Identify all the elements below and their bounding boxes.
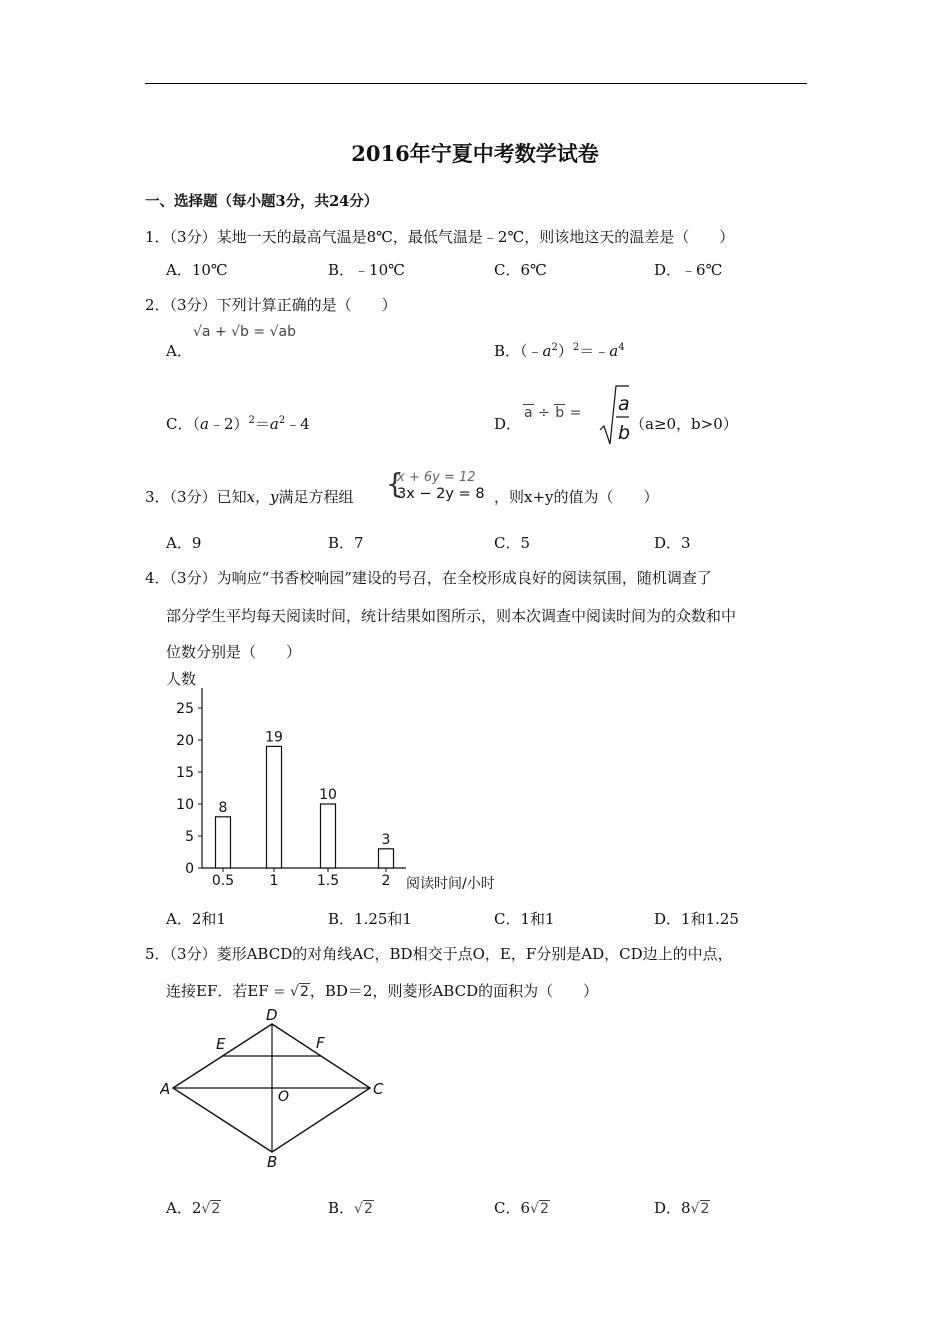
fraction-denominator: b: [618, 422, 630, 444]
question-number: 1．: [145, 228, 170, 246]
q3-option-b: B．7: [328, 534, 364, 552]
bar-0.5: [216, 817, 231, 868]
question-4: 4．（3分）为响应“书香校响园”建设的号召，在全校形成良好的阅读氛围，随机调查了: [145, 569, 712, 587]
bar-1: [267, 746, 282, 868]
chart-ylabel: 人数: [166, 670, 197, 688]
q5-option-a: A．2√2: [166, 1199, 221, 1217]
y-tick-label: 10: [176, 797, 194, 813]
q3-option-d: D．3: [654, 534, 691, 552]
q1-option-d: D．﹣6℃: [654, 261, 723, 279]
q2-option-d-condition: （a≥0，b>0）: [630, 415, 738, 433]
q2-option-d: [494, 413, 521, 434]
q4-option-b: B．1.25和1: [328, 910, 412, 928]
question-3-tail: ，则x+y的值为（ ）: [494, 488, 659, 506]
header-rule: [145, 83, 807, 84]
question-4-line-3: 位数分别是（ ）: [166, 643, 302, 661]
chart-xlabel: 阅读时间/小时: [406, 876, 495, 892]
x-tick-label: 1: [269, 873, 279, 889]
option-letter: A．: [166, 342, 192, 360]
y-tick-label: 20: [176, 733, 194, 749]
bar-1.5: [321, 804, 336, 868]
fraction-numerator: a: [618, 393, 630, 415]
bar-2: [379, 849, 394, 868]
q4-option-c: C．1和1: [494, 910, 555, 928]
label-o: O: [278, 1089, 290, 1105]
rhombus-figure: [160, 1004, 400, 1176]
y-tick-label: 0: [185, 861, 194, 877]
label-a: A: [160, 1080, 171, 1098]
q2-option-d-math: a ÷ b =: [524, 405, 582, 421]
q2-option-a: [166, 340, 192, 361]
q5-option-d: D．8√2: [654, 1199, 710, 1217]
label-f: F: [316, 1034, 325, 1052]
question-text: （3分）某地一天的最高气温是8℃，最低气温是﹣2℃，则该地这天的温差是（ ）: [169, 228, 735, 246]
q2-option-d-fraction-root: [598, 384, 630, 448]
system-line-1: x + 6y = 12: [397, 470, 476, 485]
question-2: [145, 294, 397, 315]
question-number: 2．: [145, 296, 170, 314]
data-label: 3: [381, 831, 391, 848]
q2-option-a-math: √a + √b = √ab: [193, 324, 296, 340]
q5-option-c: C．6√2: [494, 1199, 549, 1217]
question-4-line-2: 部分学生平均每天阅读时间，统计结果如图所示，则本次调查中阅读时间为的众数和中: [166, 607, 737, 625]
page-title: 2016年宁夏中考数学试卷: [351, 141, 599, 166]
q4-option-a: A．2和1: [166, 910, 226, 928]
system-line-2: 3x − 2y = 8: [397, 486, 485, 502]
q1-option-b: B．﹣10℃: [328, 261, 405, 279]
question-text: （3分）下列计算正确的是（ ）: [169, 296, 397, 314]
q2-option-b: B．$(﹣a^2)^2=﹣a^4$: [494, 342, 625, 360]
question-3: 3．（3分）已知x，y满足方程组: [145, 488, 354, 506]
data-label: 8: [218, 799, 228, 816]
q2-option-c: C．$(a﹣2)^2=a^2﹣4$: [166, 415, 310, 433]
label-c: C: [373, 1080, 384, 1098]
question-5: 5．（3分）菱形ABCD的对角线AC，BD相交于点O，E，F分别是AD，CD边上的中点，: [145, 945, 733, 963]
y-tick-label: 15: [176, 765, 194, 781]
question-1: [145, 226, 734, 247]
y-tick-label: 5: [185, 829, 194, 845]
label-e: E: [216, 1035, 226, 1053]
bar-chart: [160, 664, 540, 896]
q3-option-a: A．9: [166, 534, 202, 552]
option-letter: D．: [494, 415, 522, 433]
q5-option-b: B．√2: [328, 1199, 373, 1217]
x-tick-label: 0.5: [211, 873, 235, 889]
q3-option-c: C．5: [494, 534, 531, 552]
q4-option-d: D．1和1.25: [654, 910, 739, 928]
q1-option-a: A．10℃: [166, 261, 228, 279]
q1-option-c: C．6℃: [494, 261, 547, 279]
label-b: B: [267, 1153, 278, 1171]
question-5-line-2: 连接EF．若EF = √2，BD＝2，则菱形ABCD的面积为（ ）: [166, 982, 599, 1000]
y-tick-label: 25: [176, 701, 194, 717]
x-tick-label: 1.5: [316, 873, 340, 889]
system-brace: {: [386, 467, 404, 500]
x-tick-label: 2: [381, 873, 391, 889]
data-label: 19: [265, 729, 283, 746]
label-d: D: [266, 1006, 278, 1024]
data-label: 10: [319, 787, 337, 803]
section-heading: 一、选择题（每小题3分，共24分）: [145, 193, 379, 210]
